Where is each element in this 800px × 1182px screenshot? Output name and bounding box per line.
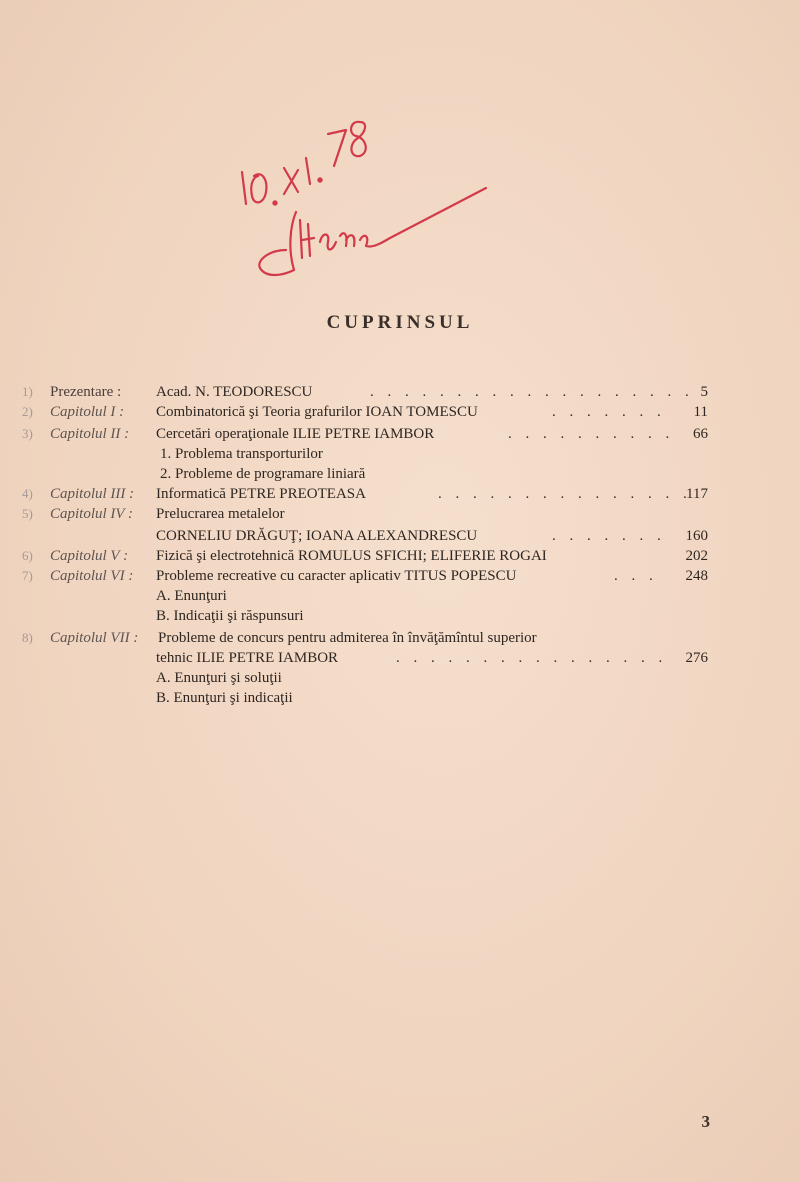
entry-label: Prezentare :: [50, 384, 122, 400]
entry-title: B. Indicaţii şi răspunsuri: [156, 608, 304, 624]
toc-entry: [0, 424, 800, 444]
toc-subentry: [0, 606, 800, 626]
entry-label: Capitolul VII :: [50, 630, 139, 646]
page-number: 66: [693, 426, 708, 442]
page-number: 276: [685, 650, 708, 666]
leader-dots: . . . . . . . . . .: [508, 426, 675, 442]
entry-title: Acad. N. TEODORESCU: [156, 384, 313, 400]
toc-subentry: [0, 586, 800, 606]
entry-number: 1): [22, 384, 33, 399]
entry-title: A. Enunţuri şi soluţii: [156, 670, 282, 686]
leader-dots: . . . . . . . . . . . . . . . .: [396, 650, 668, 666]
toc-subentry: [0, 464, 800, 484]
toc-entry: [0, 382, 800, 402]
entry-label: Capitolul VI :: [50, 568, 134, 584]
leader-dots: . . . . . . .: [552, 404, 666, 420]
entry-number: 7): [22, 568, 33, 583]
entry-label: Capitolul V :: [50, 548, 129, 564]
leader-dots: . . .: [614, 568, 658, 584]
entry-number: 5): [22, 506, 33, 521]
page-number: 117: [686, 486, 708, 502]
entry-title: A. Enunţuri: [156, 588, 227, 604]
entry-title: CORNELIU DRĂGUŢ; IOANA ALEXANDRESCU: [156, 528, 478, 544]
page-number: 5: [700, 384, 708, 400]
entry-title: Fizică şi electrotehnică ROMULUS SFICHI; ELIFERIE ROGAI: [156, 548, 547, 564]
entry-label: Capitolul I :: [50, 404, 125, 420]
leader-dots: . . . . . . . . . . . . . . . . . . .: [370, 384, 694, 400]
page-number: 160: [685, 528, 708, 544]
toc-entry: [0, 566, 800, 586]
entry-title: Probleme recreative cu caracter aplicativ TITUS POPESCU: [156, 568, 517, 584]
entry-title: tehnic ILIE PETRE IAMBOR: [156, 650, 339, 666]
entry-title: Combinatorică şi Teoria grafurilor IOAN TOMESCU: [156, 404, 478, 420]
entry-number: 8): [22, 630, 33, 645]
page-number: 11: [693, 404, 708, 420]
toc-entry: [0, 402, 800, 422]
entry-number: 2): [22, 404, 33, 419]
entry-number: 4): [22, 486, 33, 501]
toc-subentry: [0, 668, 800, 688]
toc-subentry: [0, 444, 800, 464]
entry-label: Capitolul II :: [50, 426, 130, 442]
toc-entry: [0, 526, 800, 546]
contents-title: CUPRINSUL: [326, 312, 474, 333]
leader-dots: . . . . . . .: [552, 528, 666, 544]
entry-title: B. Enunţuri şi indicaţii: [156, 690, 293, 706]
entry-title: Cercetări operaţionale ILIE PETRE IAMBOR: [156, 426, 435, 442]
entry-label: Capitolul III :: [50, 486, 135, 502]
entry-title: Informatică PETRE PREOTEASA: [156, 486, 366, 502]
handwritten-date-and-signature-icon: [230, 100, 500, 290]
toc-entry: [0, 648, 800, 668]
entry-number: 6): [22, 548, 33, 563]
entry-title: Prelucrarea metalelor: [156, 506, 285, 522]
handwritten-annotation: [230, 100, 500, 290]
toc-entry: [0, 484, 800, 504]
entry-title: Probleme de concurs pentru admiterea în învăţămîntul superior: [158, 630, 537, 646]
entry-number: 3): [22, 426, 33, 441]
page-number: 248: [685, 568, 708, 584]
toc-entry: [0, 504, 800, 524]
entry-title: 1. Problema transporturilor: [160, 446, 323, 462]
page-number: 202: [685, 548, 708, 564]
toc-entry: [0, 628, 800, 648]
entry-title: 2. Probleme de programare liniară: [160, 466, 366, 482]
leader-dots: . . . . . . . . . . . . . . .: [438, 486, 692, 502]
toc-subentry: [0, 688, 800, 708]
toc-entry: [0, 546, 800, 566]
entry-label: Capitolul IV :: [50, 506, 134, 522]
page-folio-number: 3: [701, 1112, 710, 1131]
